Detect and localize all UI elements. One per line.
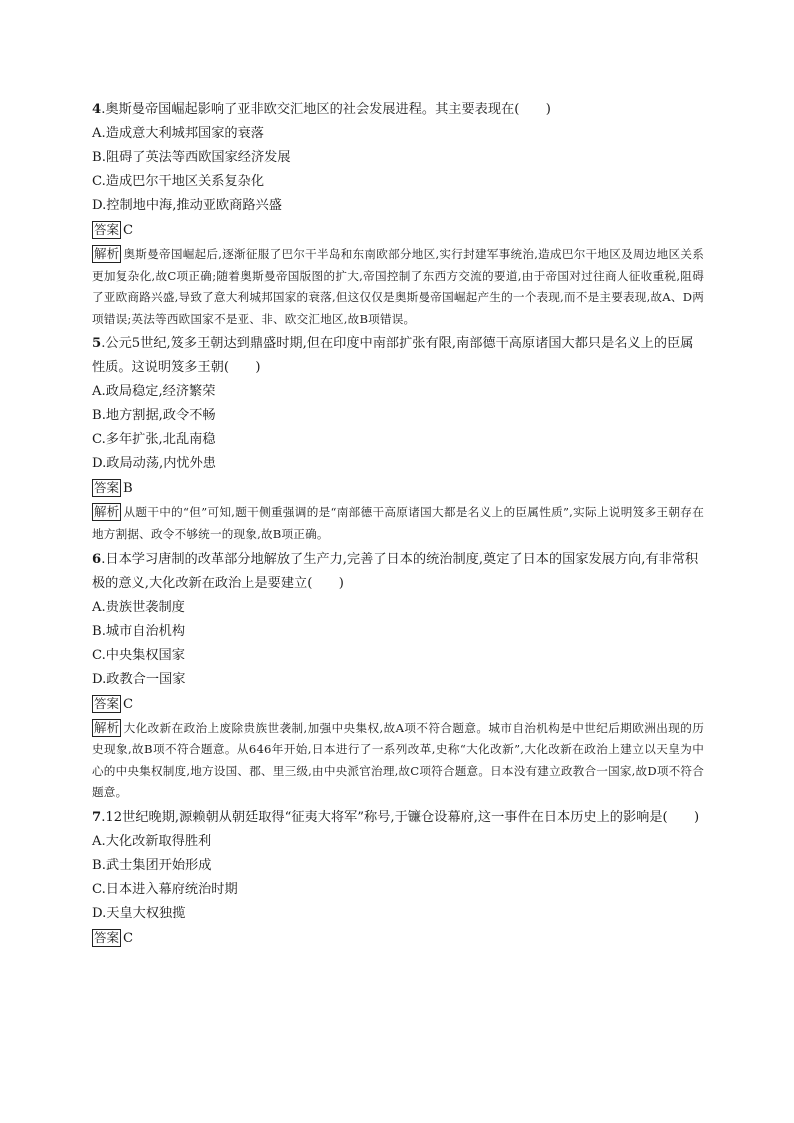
answer-tag: 答案 — [94, 222, 120, 237]
option-b: B.地方割据,政令不畅 — [92, 408, 216, 424]
answer-value: C — [123, 930, 134, 946]
answer-line — [92, 478, 704, 500]
analysis-paragraph — [92, 244, 704, 330]
question-4 — [92, 98, 704, 330]
option-d: D.政局动荡,内忧外患 — [92, 456, 216, 472]
question-number: 5 — [92, 336, 102, 352]
answer-tag: 答案 — [94, 480, 120, 496]
question-text: .公元5世纪,笈多王朝达到鼎盛时期,但在印度中南部扩张有限,南部德干高原诸国大都只是名义上的臣属性质。这说明笈多王朝( ) — [92, 336, 694, 376]
option-c: C.日本进入幕府统治时期 — [92, 881, 238, 897]
question-7 — [92, 806, 704, 950]
question-stem — [92, 548, 704, 596]
answer-line — [92, 220, 704, 242]
analysis-paragraph — [92, 718, 704, 804]
option-c: C.中央集权国家 — [92, 647, 185, 663]
question-stem — [92, 332, 704, 380]
option-b: B.武士集团开始形成 — [92, 857, 212, 873]
option-a: A.造成意大利城邦国家的衰落 — [92, 126, 264, 141]
analysis-tag: 解析 — [94, 246, 120, 261]
option-b: B.城市自治机构 — [92, 623, 186, 639]
question-text: .12世纪晚期,源赖朝从朝廷取得“征夷大将军”称号,于镰仓设幕府,这一事件在日本历史上的影响是( ) — [101, 809, 700, 825]
question-number: 7 — [92, 809, 102, 825]
option-c: C.多年扩张,北乱南稳 — [92, 432, 216, 448]
answer-line — [92, 694, 704, 716]
answer-value: B — [123, 481, 133, 497]
question-number: 6 — [92, 551, 102, 567]
analysis-text: 从题干中的“但”可知,题干侧重强调的是“南部德干高原诸国大都是名义上的臣属性质”,实际上说明笈多王朝存在地方割据、政令不够统一的现象,故B项正确。 — [92, 505, 704, 541]
answer-tag: 答案 — [94, 929, 120, 945]
option-a: A.政局稳定,经济繁荣 — [92, 384, 216, 400]
option-d: D.政教合一国家 — [92, 671, 186, 687]
question-number: 4 — [92, 102, 102, 117]
option-a: A.贵族世袭制度 — [92, 599, 185, 615]
question-text: .奥斯曼帝国崛起影响了亚非欧交汇地区的社会发展进程。其主要表现在( ) — [101, 102, 551, 117]
option-a: A.大化改新取得胜利 — [92, 833, 212, 849]
analysis-tag: 解析 — [94, 504, 120, 520]
question-5 — [92, 332, 704, 545]
question-6 — [92, 548, 704, 804]
document-page — [92, 98, 704, 950]
answer-tag: 答案 — [94, 695, 120, 711]
question-stem — [92, 806, 704, 830]
option-b: B.阻碍了英法等西欧国家经济发展 — [92, 150, 291, 165]
answer-line — [92, 928, 704, 950]
analysis-text: 大化改新在政治上废除贵族世袭制,加强中央集权,故A项不符合题意。城市自治机构是中世纪后期欧洲出现的历史现象,故B项不符合题意。从646年开始,日本进行了一系列改革,史称“大化改新”,大化改新在政治上建立以天皇为中心的中央集权制度,地方设国、郡、里三级,由中央派官治理,故C项符合题意。日本没有建立政教合一国家,故D项不符合题意。 — [92, 720, 705, 800]
analysis-text: 奥斯曼帝国崛起后,逐渐征服了巴尔干半岛和东南欧部分地区,实行封建军事统治,造成巴尔干地区及周边地区关系更加复杂化,故C项正确;随着奥斯曼帝国版图的扩大,帝国控制了东西方交流的要道,由于帝国对过往商人征收重税,阻碍了亚欧商路兴盛,导致了意大利城邦国家的衰落,但这仅仅是奥斯曼帝国崛起产生的一个表现,而不是主要表现,故A、D两项错误;英法等西欧国家不是亚、非、欧交汇地区,故B项错误。 — [92, 247, 704, 326]
question-text: .日本学习唐制的改革部分地解放了生产力,完善了日本的统治制度,奠定了日本的国家发展方向,有非常积极的意义,大化改新在政治上是要建立( ) — [92, 551, 699, 591]
question-stem — [92, 98, 704, 122]
option-d: D.控制地中海,推动亚欧商路兴盛 — [92, 198, 282, 213]
answer-value: C — [123, 696, 134, 712]
option-c: C.造成巴尔干地区关系复杂化 — [92, 174, 265, 189]
option-d: D.天皇大权独揽 — [92, 905, 186, 921]
answer-value: C — [123, 223, 134, 238]
analysis-tag: 解析 — [94, 719, 120, 735]
analysis-paragraph — [92, 502, 704, 545]
